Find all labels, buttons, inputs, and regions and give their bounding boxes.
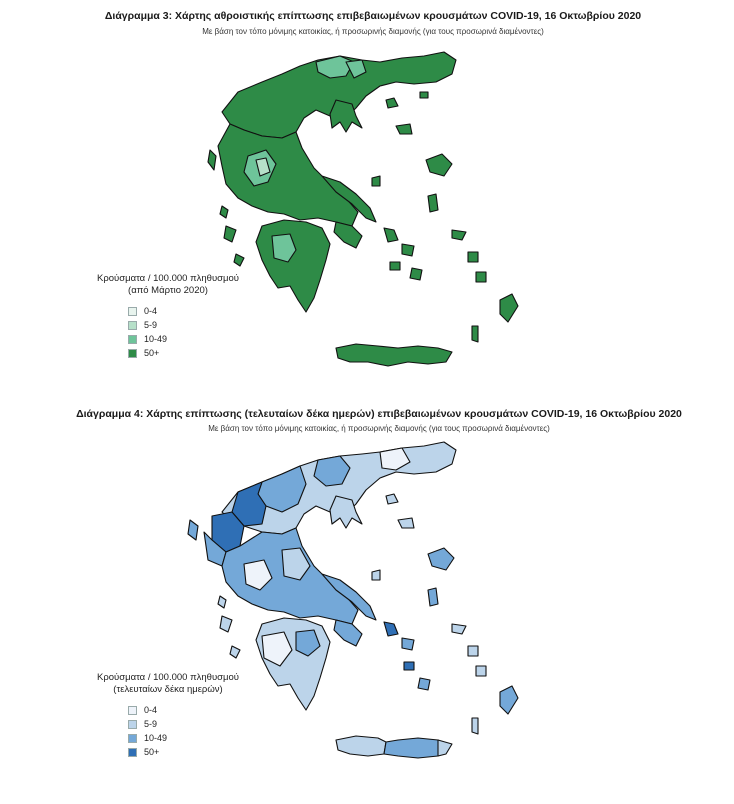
legend-item — [128, 333, 254, 345]
region-samothrace — [420, 92, 428, 98]
region-central — [218, 124, 358, 226]
region-limnos — [396, 124, 412, 134]
legend-item — [128, 305, 254, 317]
region-lesvos — [426, 154, 452, 176]
legend-title-line1: Κρούσματα / 100.000 πληθυσμού — [97, 672, 239, 683]
legend-swatch — [128, 706, 137, 715]
map-subtitle: Με βάση τον τόπο μόνιμης κατοικίας, ή προσωρινής διαμονής (για τους προσωρινά διαμένοντες) — [202, 27, 544, 36]
legend-label: 5-9 — [144, 719, 158, 729]
region-cyclades-1 — [384, 228, 398, 242]
legend-title — [82, 672, 254, 696]
region-crete-central — [384, 738, 446, 758]
region-peloponnese — [256, 618, 330, 710]
legend-label: 50+ — [144, 348, 160, 358]
map-title: Διάγραμμα 3: Χάρτης αθροιστικής επίπτωσης επιβεβαιωμένων κρουσμάτων COVID-19, 16 Οκτωβρίου 2020 — [104, 10, 642, 22]
legend-swatch — [128, 720, 137, 729]
region-skyros — [372, 176, 380, 186]
region-zakynthos — [234, 254, 244, 266]
legend-item — [128, 732, 254, 744]
region-lefkada — [220, 206, 228, 218]
region-limnos — [398, 518, 414, 528]
region-dodecanese-1 — [468, 646, 478, 656]
legend-swatch — [128, 307, 137, 316]
map-subtitle: Με βάση τον τόπο μόνιμης κατοικίας, ή προσωρινής διαμονής (για τους προσωρινά διαμένοντες) — [208, 424, 550, 433]
region-karpathos — [472, 718, 478, 734]
legend-item — [128, 319, 254, 331]
legend-label: 10-49 — [144, 334, 168, 344]
legend-swatch — [128, 748, 137, 757]
region-rhodes — [500, 294, 518, 322]
region-rhodes — [500, 686, 518, 714]
region-thasos — [386, 494, 398, 504]
region-cyclades-1 — [384, 622, 398, 636]
region-cyclades-4 — [418, 678, 430, 690]
legend-label: 10-49 — [144, 733, 168, 743]
map-panel-ten-day — [0, 400, 734, 804]
region-karpathos — [472, 326, 478, 342]
region-corfu — [208, 150, 216, 170]
region-cyclades-4 — [410, 268, 422, 280]
region-cyclades-2 — [402, 244, 414, 256]
region-corfu — [188, 520, 198, 540]
region-lefkada — [218, 596, 226, 608]
region-lesvos — [428, 548, 454, 570]
region-chios — [428, 194, 438, 212]
legend-item — [128, 704, 254, 716]
region-crete-west — [336, 736, 386, 756]
legend-title — [82, 273, 254, 297]
legend-label: 0-4 — [144, 306, 158, 316]
legend-title-line1: Κρούσματα / 100.000 πληθυσμού — [97, 273, 239, 284]
region-kefalonia — [224, 226, 236, 242]
legend — [82, 273, 254, 361]
region-dodecanese-1 — [468, 252, 478, 262]
legend — [82, 672, 254, 760]
region-zakynthos — [230, 646, 240, 658]
region-dodecanese-2 — [476, 666, 486, 676]
legend-item — [128, 347, 254, 359]
region-thasos — [386, 98, 398, 108]
legend-swatch — [128, 734, 137, 743]
legend-item — [128, 746, 254, 758]
region-cyclades-3 — [404, 662, 414, 670]
legend-title-line2: (τελευταίων δέκα ημερών) — [113, 684, 223, 695]
legend-swatch — [128, 349, 137, 358]
region-skyros — [372, 570, 380, 580]
legend-item — [128, 718, 254, 730]
map-title: Διάγραμμα 4: Χάρτης επίπτωσης (τελευταίων δέκα ημερών) επιβεβαιωμένων κρουσμάτων COVID-19, 16 Οκτωβρίου 2020 — [76, 408, 682, 420]
region-attica — [334, 620, 362, 646]
map-panel-cumulative — [0, 0, 734, 390]
region-peloponnese — [256, 220, 330, 312]
legend-label: 50+ — [144, 747, 160, 757]
region-kefalonia — [220, 616, 232, 632]
region-cyclades-2 — [402, 638, 414, 650]
region-attica — [334, 222, 362, 248]
region-samos — [452, 624, 466, 634]
legend-label: 0-4 — [144, 705, 158, 715]
region-crete-east — [438, 740, 452, 756]
region-cyclades-3 — [390, 262, 400, 270]
region-samos — [452, 230, 466, 240]
legend-label: 5-9 — [144, 320, 158, 330]
region-chios — [428, 588, 438, 606]
region-crete — [336, 344, 452, 366]
legend-swatch — [128, 321, 137, 330]
legend-swatch — [128, 335, 137, 344]
region-dodecanese-2 — [476, 272, 486, 282]
legend-title-line2: (από Μάρτιο 2020) — [128, 285, 208, 296]
